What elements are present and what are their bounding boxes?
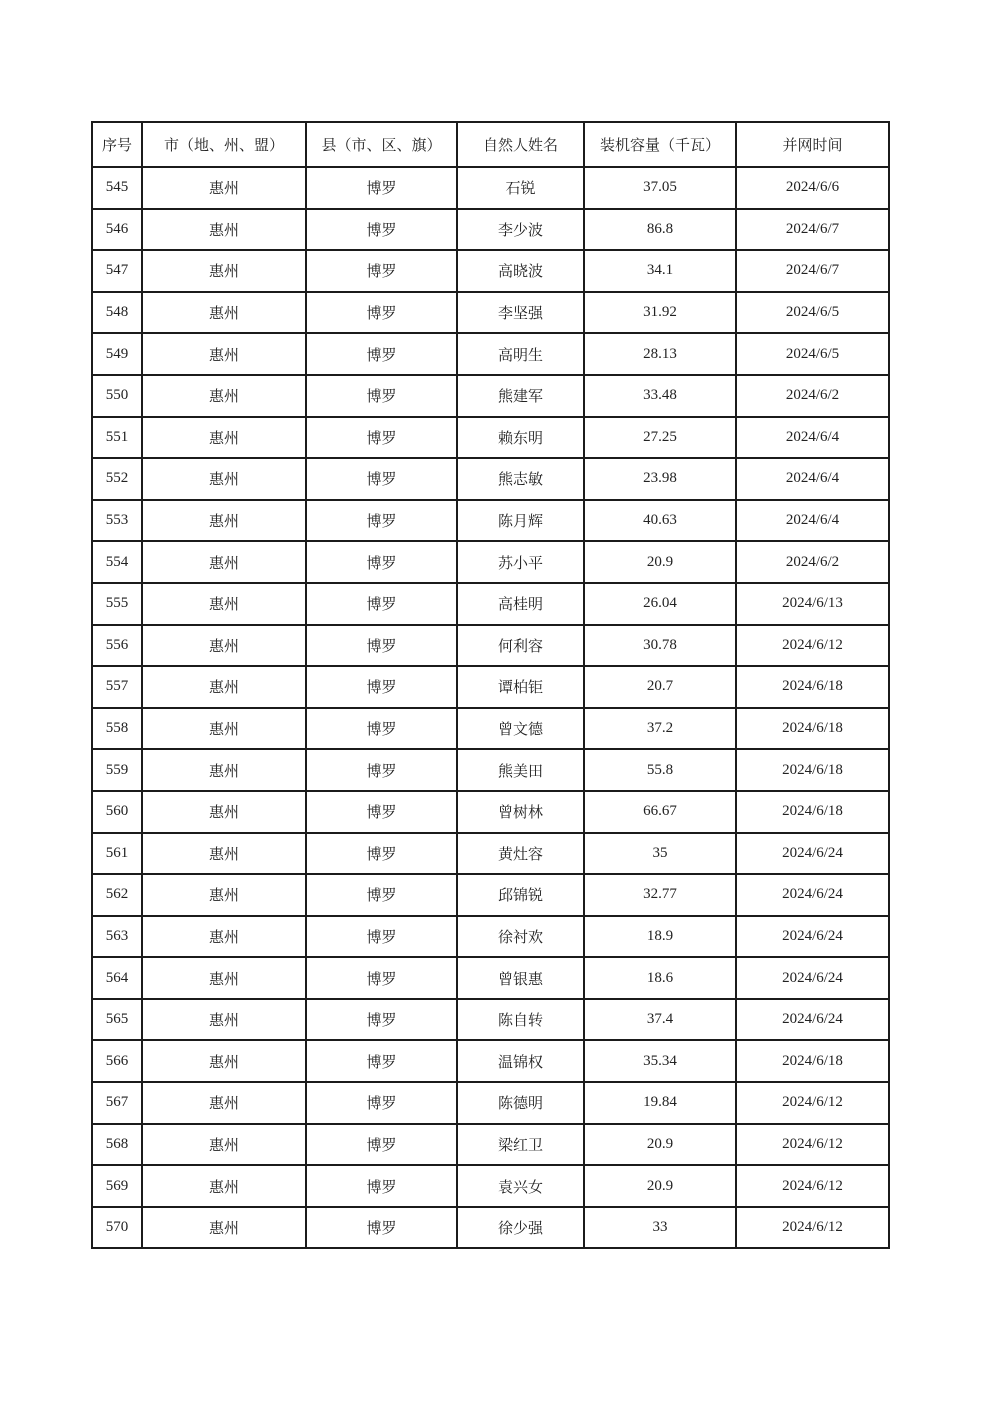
cell-person-name: 高明生 [457,333,584,375]
table-row [92,833,889,875]
cell-grid-date: 2024/6/5 [736,292,889,334]
cell-index: 557 [92,666,142,708]
cell-city: 惠州 [142,500,306,542]
cell-capacity-kw: 35.34 [584,1040,736,1082]
cell-county: 博罗 [306,1082,457,1124]
cell-city: 惠州 [142,458,306,500]
cell-person-name: 曾银惠 [457,957,584,999]
cell-capacity-kw: 18.9 [584,916,736,958]
cell-person-name: 陈月辉 [457,500,584,542]
cell-grid-date: 2024/6/12 [736,1082,889,1124]
cell-capacity-kw: 33 [584,1207,736,1249]
cell-county: 博罗 [306,791,457,833]
cell-grid-date: 2024/6/2 [736,375,889,417]
cell-city: 惠州 [142,1082,306,1124]
cell-grid-date: 2024/6/18 [736,749,889,791]
cell-county: 博罗 [306,957,457,999]
cell-county: 博罗 [306,874,457,916]
cell-city: 惠州 [142,1207,306,1249]
cell-city: 惠州 [142,375,306,417]
cell-county: 博罗 [306,916,457,958]
table-row [92,749,889,791]
cell-county: 博罗 [306,1124,457,1166]
cell-grid-date: 2024/6/24 [736,833,889,875]
cell-county: 博罗 [306,1165,457,1207]
cell-grid-date: 2024/6/12 [736,1165,889,1207]
cell-person-name: 何利容 [457,625,584,667]
cell-city: 惠州 [142,749,306,791]
cell-grid-date: 2024/6/18 [736,666,889,708]
cell-city: 惠州 [142,957,306,999]
cell-capacity-kw: 20.9 [584,1165,736,1207]
table-row [92,458,889,500]
cell-index: 550 [92,375,142,417]
cell-grid-date: 2024/6/12 [736,1124,889,1166]
cell-person-name: 徐衬欢 [457,916,584,958]
cell-index: 554 [92,541,142,583]
cell-city: 惠州 [142,167,306,209]
column-header-index: 序号 [92,122,142,167]
cell-county: 博罗 [306,708,457,750]
table-row [92,625,889,667]
cell-index: 562 [92,874,142,916]
cell-city: 惠州 [142,791,306,833]
cell-county: 博罗 [306,167,457,209]
cell-capacity-kw: 37.05 [584,167,736,209]
cell-person-name: 温锦权 [457,1040,584,1082]
cell-person-name: 高晓波 [457,250,584,292]
cell-grid-date: 2024/6/12 [736,1207,889,1249]
cell-person-name: 高桂明 [457,583,584,625]
cell-index: 555 [92,583,142,625]
cell-index: 547 [92,250,142,292]
cell-city: 惠州 [142,292,306,334]
cell-county: 博罗 [306,583,457,625]
cell-county: 博罗 [306,458,457,500]
table-row [92,292,889,334]
cell-capacity-kw: 27.25 [584,417,736,459]
cell-capacity-kw: 40.63 [584,500,736,542]
cell-county: 博罗 [306,209,457,251]
cell-person-name: 苏小平 [457,541,584,583]
cell-person-name: 梁红卫 [457,1124,584,1166]
cell-index: 560 [92,791,142,833]
cell-person-name: 熊志敏 [457,458,584,500]
cell-person-name: 熊建军 [457,375,584,417]
table-row [92,583,889,625]
table-row [92,209,889,251]
cell-index: 553 [92,500,142,542]
cell-city: 惠州 [142,1040,306,1082]
cell-grid-date: 2024/6/24 [736,874,889,916]
cell-person-name: 曾文德 [457,708,584,750]
cell-grid-date: 2024/6/6 [736,167,889,209]
cell-capacity-kw: 18.6 [584,957,736,999]
column-header-person-name: 自然人姓名 [457,122,584,167]
cell-grid-date: 2024/6/24 [736,916,889,958]
table-row [92,375,889,417]
cell-city: 惠州 [142,999,306,1041]
cell-capacity-kw: 34.1 [584,250,736,292]
table-row [92,333,889,375]
cell-index: 552 [92,458,142,500]
cell-grid-date: 2024/6/18 [736,791,889,833]
cell-county: 博罗 [306,1207,457,1249]
cell-county: 博罗 [306,541,457,583]
cell-county: 博罗 [306,1040,457,1082]
cell-index: 546 [92,209,142,251]
cell-city: 惠州 [142,1165,306,1207]
cell-city: 惠州 [142,625,306,667]
cell-county: 博罗 [306,625,457,667]
cell-index: 570 [92,1207,142,1249]
cell-index: 568 [92,1124,142,1166]
cell-capacity-kw: 32.77 [584,874,736,916]
table-row [92,167,889,209]
column-header-city: 市（地、州、盟） [142,122,306,167]
cell-index: 558 [92,708,142,750]
cell-capacity-kw: 20.7 [584,666,736,708]
cell-grid-date: 2024/6/7 [736,250,889,292]
cell-city: 惠州 [142,708,306,750]
cell-grid-date: 2024/6/12 [736,625,889,667]
cell-index: 565 [92,999,142,1041]
cell-county: 博罗 [306,417,457,459]
cell-county: 博罗 [306,250,457,292]
cell-city: 惠州 [142,916,306,958]
table-row [92,541,889,583]
header-row [92,122,889,167]
table-row [92,250,889,292]
cell-city: 惠州 [142,417,306,459]
cell-person-name: 石锐 [457,167,584,209]
cell-city: 惠州 [142,250,306,292]
column-header-county: 县（市、区、旗） [306,122,457,167]
cell-index: 556 [92,625,142,667]
cell-capacity-kw: 31.92 [584,292,736,334]
cell-person-name: 赖东明 [457,417,584,459]
cell-city: 惠州 [142,833,306,875]
cell-index: 563 [92,916,142,958]
cell-capacity-kw: 35 [584,833,736,875]
cell-county: 博罗 [306,749,457,791]
cell-county: 博罗 [306,333,457,375]
cell-person-name: 谭柏钜 [457,666,584,708]
cell-person-name: 邱锦锐 [457,874,584,916]
cell-person-name: 黄灶容 [457,833,584,875]
cell-capacity-kw: 26.04 [584,583,736,625]
cell-county: 博罗 [306,375,457,417]
cell-index: 569 [92,1165,142,1207]
cell-county: 博罗 [306,999,457,1041]
table-row [92,1124,889,1166]
cell-county: 博罗 [306,666,457,708]
cell-index: 564 [92,957,142,999]
table-row [92,417,889,459]
table-row [92,666,889,708]
cell-index: 567 [92,1082,142,1124]
table-row [92,957,889,999]
cell-grid-date: 2024/6/4 [736,417,889,459]
cell-capacity-kw: 19.84 [584,1082,736,1124]
cell-grid-date: 2024/6/4 [736,458,889,500]
cell-capacity-kw: 66.67 [584,791,736,833]
cell-grid-date: 2024/6/13 [736,583,889,625]
table-row [92,500,889,542]
cell-person-name: 熊美田 [457,749,584,791]
cell-index: 551 [92,417,142,459]
cell-grid-date: 2024/6/4 [736,500,889,542]
table-row [92,708,889,750]
cell-city: 惠州 [142,541,306,583]
cell-grid-date: 2024/6/7 [736,209,889,251]
cell-city: 惠州 [142,666,306,708]
cell-person-name: 曾树林 [457,791,584,833]
cell-city: 惠州 [142,209,306,251]
cell-grid-date: 2024/6/2 [736,541,889,583]
cell-capacity-kw: 30.78 [584,625,736,667]
cell-county: 博罗 [306,833,457,875]
cell-person-name: 李坚强 [457,292,584,334]
cell-person-name: 徐少强 [457,1207,584,1249]
cell-grid-date: 2024/6/18 [736,708,889,750]
cell-county: 博罗 [306,292,457,334]
cell-grid-date: 2024/6/18 [736,1040,889,1082]
table-row [92,791,889,833]
column-header-capacity-kw: 装机容量（千瓦） [584,122,736,167]
cell-capacity-kw: 28.13 [584,333,736,375]
table-row [92,1207,889,1249]
cell-capacity-kw: 33.48 [584,375,736,417]
column-header-grid-date: 并网时间 [736,122,889,167]
cell-person-name: 袁兴女 [457,1165,584,1207]
cell-grid-date: 2024/6/24 [736,999,889,1041]
cell-grid-date: 2024/6/24 [736,957,889,999]
cell-index: 559 [92,749,142,791]
table-row [92,1082,889,1124]
table-row [92,916,889,958]
table-row [92,874,889,916]
cell-capacity-kw: 20.9 [584,1124,736,1166]
table-row [92,1165,889,1207]
table-row [92,1040,889,1082]
cell-capacity-kw: 55.8 [584,749,736,791]
cell-index: 561 [92,833,142,875]
table-row [92,999,889,1041]
cell-capacity-kw: 37.2 [584,708,736,750]
cell-person-name: 陈自转 [457,999,584,1041]
cell-capacity-kw: 23.98 [584,458,736,500]
cell-capacity-kw: 86.8 [584,209,736,251]
cell-capacity-kw: 37.4 [584,999,736,1041]
cell-grid-date: 2024/6/5 [736,333,889,375]
cell-city: 惠州 [142,874,306,916]
grid-connection-table [91,121,890,1249]
cell-index: 548 [92,292,142,334]
cell-city: 惠州 [142,333,306,375]
cell-city: 惠州 [142,1124,306,1166]
cell-county: 博罗 [306,500,457,542]
cell-city: 惠州 [142,583,306,625]
cell-person-name: 陈德明 [457,1082,584,1124]
cell-capacity-kw: 20.9 [584,541,736,583]
cell-index: 549 [92,333,142,375]
cell-index: 566 [92,1040,142,1082]
cell-person-name: 李少波 [457,209,584,251]
cell-index: 545 [92,167,142,209]
